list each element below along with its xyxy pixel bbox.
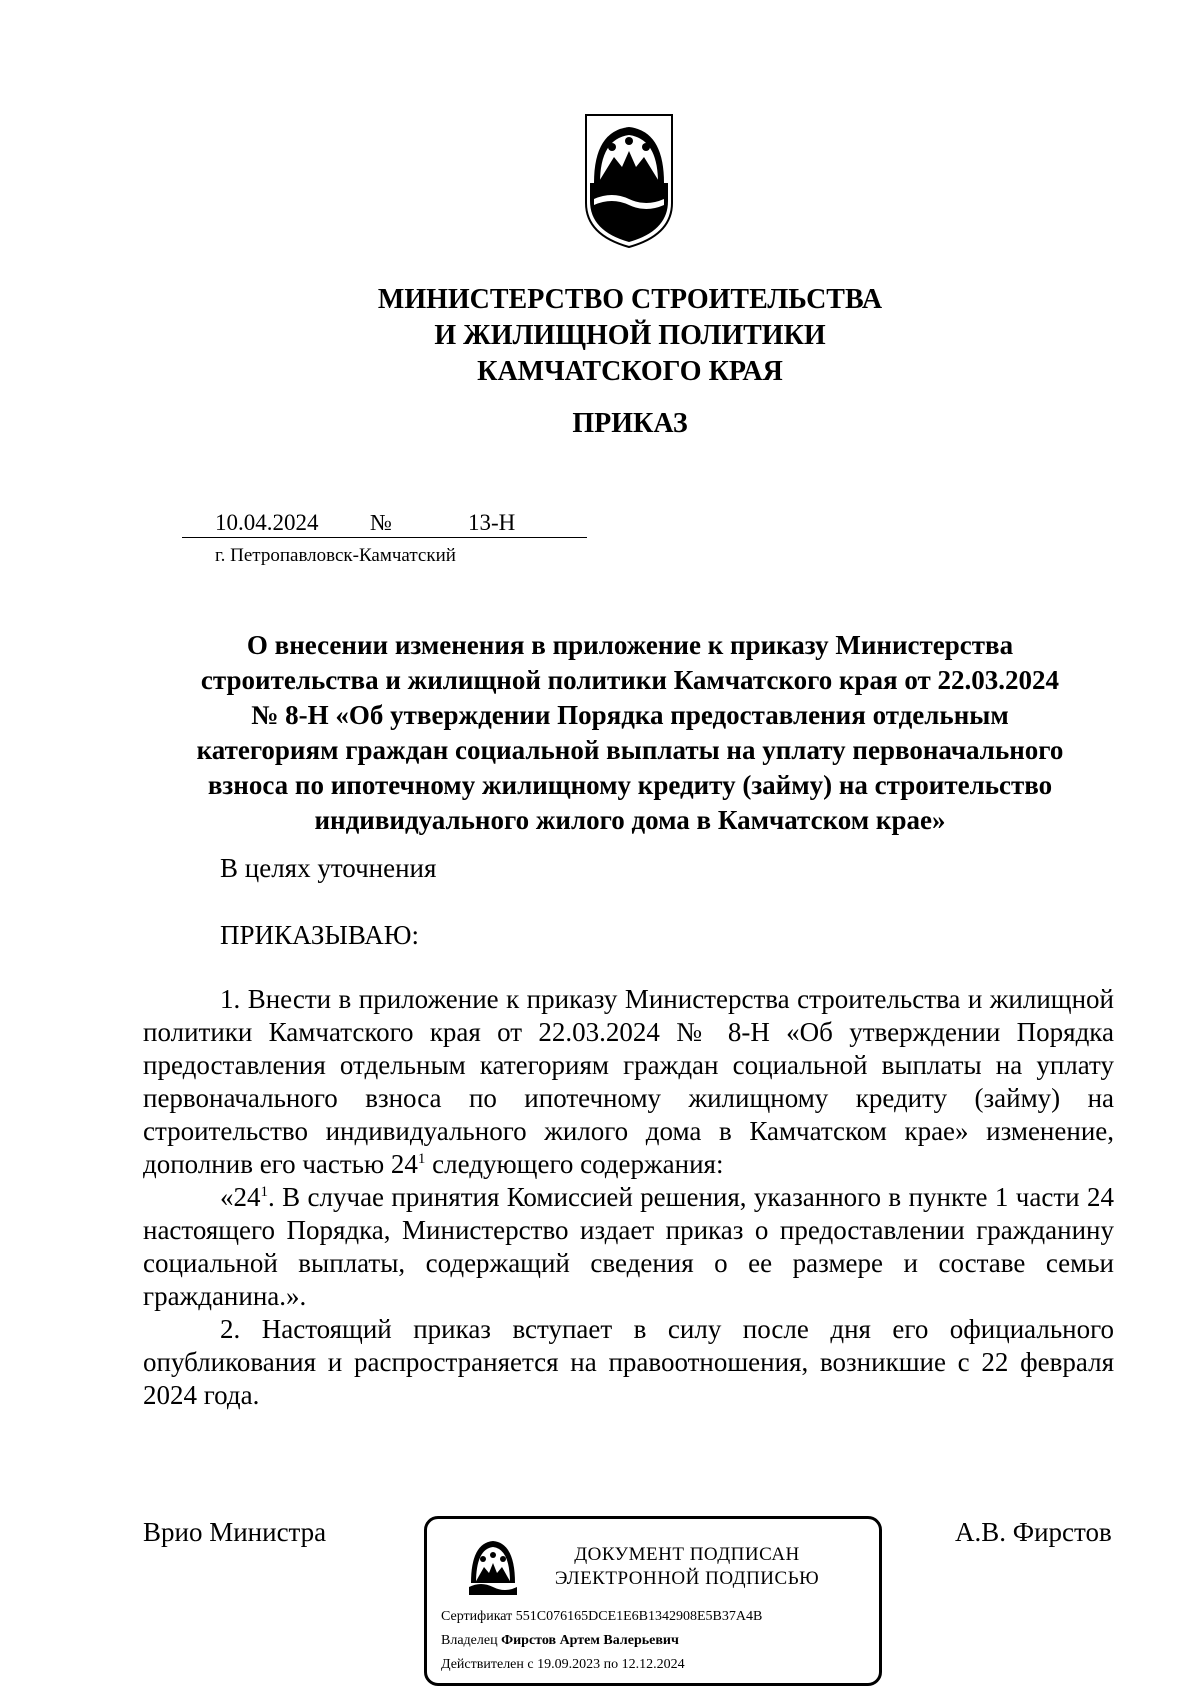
subject-line: взноса по ипотечному жилищному кредиту (займу) на строительство [207, 770, 1053, 800]
signatory-name: А.В. Фирстов [955, 1517, 1112, 1547]
certificate-label: Сертификат [441, 1609, 513, 1624]
command-text: ПРИКАЗЫВАЮ: [220, 920, 419, 950]
document-type-title: ПРИКАЗ [572, 408, 688, 439]
number-underline [412, 537, 587, 538]
valid-to-label: по [603, 1657, 619, 1672]
stamp-heading-line-1: ДОКУМЕНТ ПОДПИСАН [574, 1544, 800, 1565]
subject-line: строительства и жилищной политики Камчатского края от 22.03.2024 [200, 665, 1060, 695]
quote-open: «24 [220, 1182, 261, 1212]
ministry-name-line-2: И ЖИЛИЩНОЙ ПОЛИТИКИ [434, 320, 826, 351]
valid-from: 19.09.2023 [537, 1657, 601, 1672]
number-sign: № [370, 510, 392, 535]
kamchatka-coat-of-arms-emblem [574, 111, 684, 249]
valid-to: 12.12.2024 [621, 1657, 685, 1672]
order-body [143, 983, 1114, 1412]
stamp-certificate-row [441, 1609, 762, 1625]
superscript: 1 [417, 1151, 426, 1167]
stamp-emblem-icon [467, 1537, 519, 1597]
stamp-heading [537, 1543, 837, 1591]
order-date: 10.04.2024 [215, 510, 319, 535]
number-sign-underline [368, 537, 412, 538]
electronic-signature-stamp [424, 1516, 882, 1686]
validity-label: Действителен [441, 1657, 524, 1672]
superscript: 1 [260, 1184, 268, 1200]
ministry-name-line-3: КАМЧАТСКОГО КРАЯ [477, 356, 783, 387]
paragraph-1 [143, 983, 1114, 1181]
stamp-heading-line-2: ЭЛЕКТРОННОЙ ПОДПИСЬЮ [554, 1568, 820, 1589]
order-city: г. Петропавловск-Камчатский [215, 545, 456, 566]
subject-line: О внесении изменения в приложение к приказу Министерства [246, 630, 1014, 660]
purpose-text: В целях уточнения [220, 853, 437, 883]
owner-label: Владелец [441, 1633, 498, 1648]
subject-line: № 8-Н «Об утверждении Порядка предоставления отдельным [251, 700, 1009, 730]
paragraph-quote [143, 1181, 1114, 1313]
signatory-position: Врио Министра [143, 1517, 327, 1547]
subject-line: индивидуального жилого дома в Камчатском крае» [314, 805, 946, 835]
order-subject [150, 628, 1110, 838]
paragraph-1-text: 1. Внести в приложение к приказу Министерства строительства и жилищной политики Камчатского края от 22.03.2024 № 8-Н «Об утверждении Порядка предоставления отдельным категориям граждан социальной выплаты на уплату первоначального взноса по ипотечному жилищному кредиту (займу) на строительство индивидуального жилого дома в Камчатском крае» изменение, дополнив его частью 24 [143, 984, 1114, 1179]
paragraph-2: 2. Настоящий приказ вступает в силу после дня его официального опубликования и распространяется на правоотношения, возникшие с 22 февраля 2024 года. [143, 1314, 1114, 1410]
quote-text: . В случае принятия Комиссией решения, указанного в пункте 1 части 24 настоящего Порядка, Министерство издает приказ о предоставлении гражданину социальной выплаты, содержащий сведения о ее размере и составе семьи гражданина.». [143, 1182, 1114, 1311]
order-number: 13-Н [468, 510, 516, 535]
stamp-validity-row [441, 1657, 685, 1673]
subject-line: категориям граждан социальной выплаты на уплату первоначального [196, 735, 1064, 765]
ministry-name-line-1: МИНИСТЕРСТВО СТРОИТЕЛЬСТВА [377, 284, 883, 315]
owner-value: Фирстов Артем Валерьевич [501, 1633, 679, 1648]
paragraph-1-tail: следующего содержания: [425, 1149, 724, 1179]
valid-from-label: с [527, 1657, 534, 1672]
date-underline [182, 537, 368, 538]
stamp-owner-row [441, 1633, 679, 1649]
certificate-value: 551C076165DCE1E6B1342908E5B37A4B [515, 1609, 763, 1624]
